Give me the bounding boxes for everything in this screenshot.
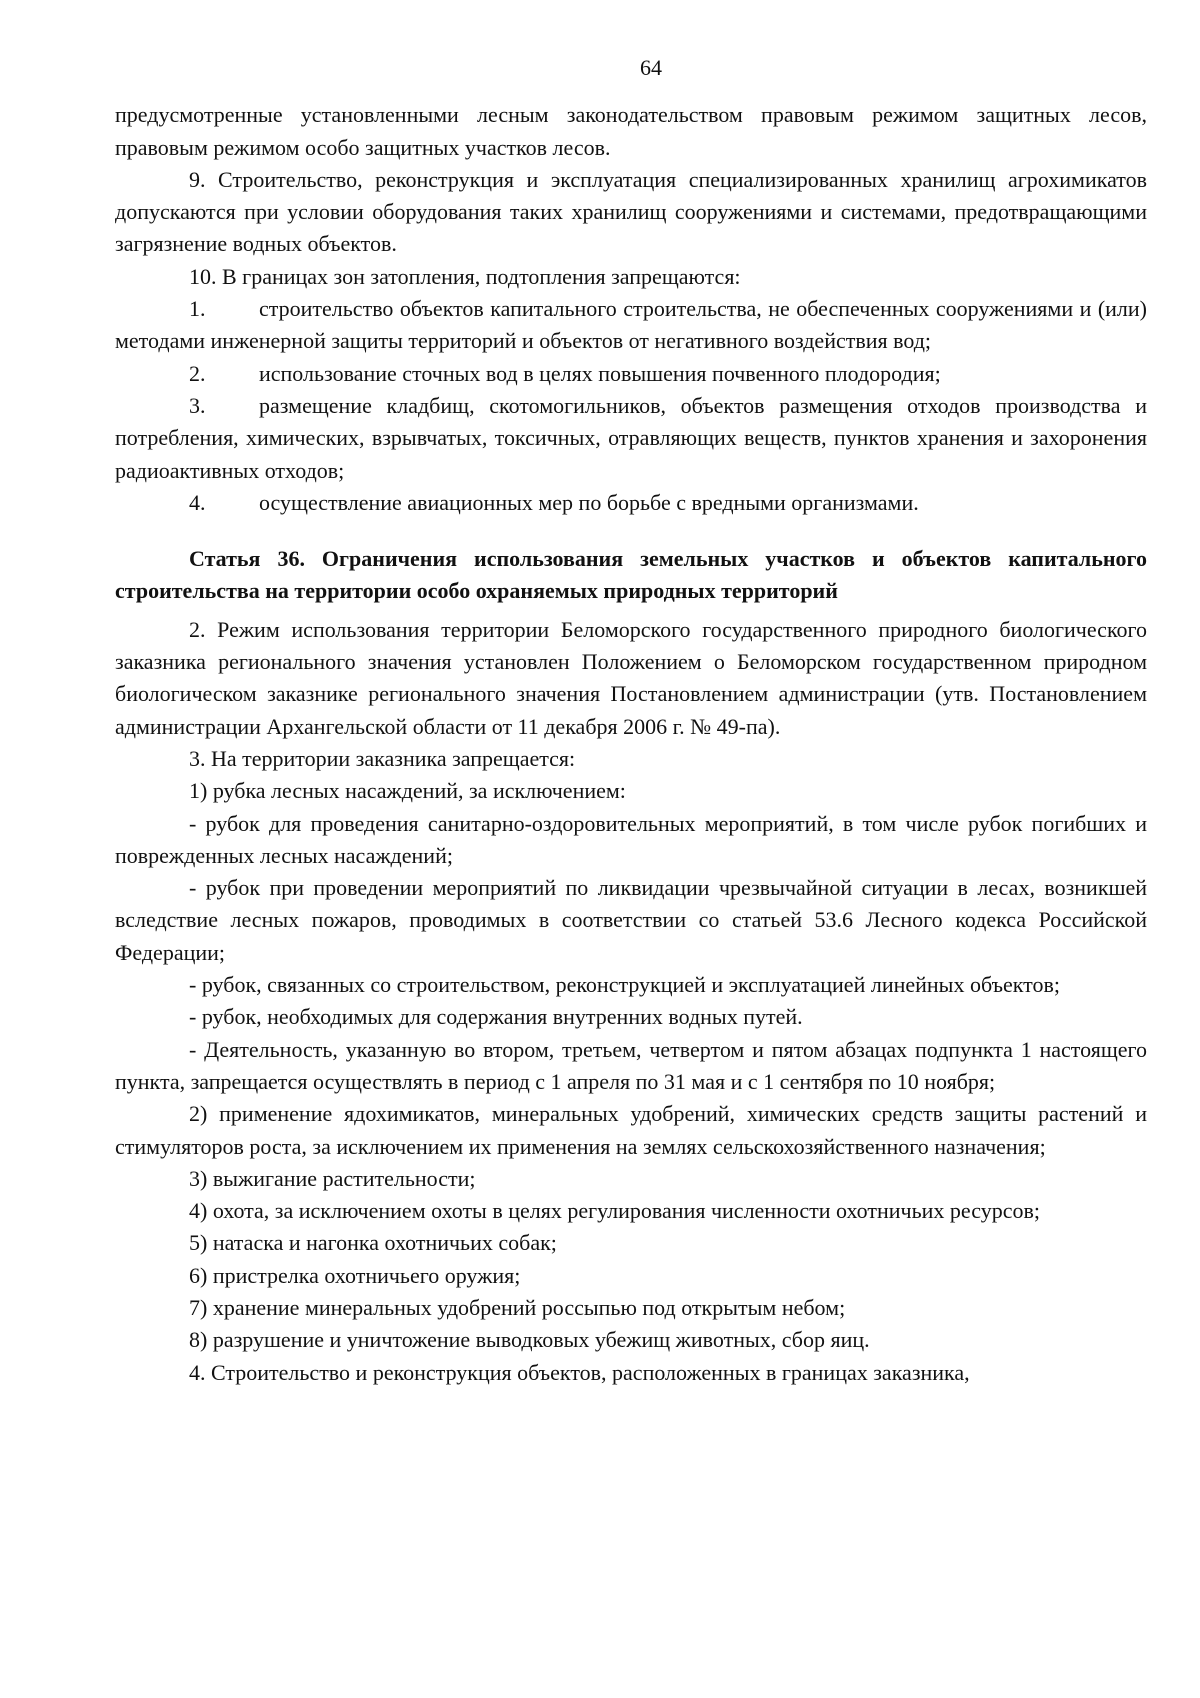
paragraph: 8) разрушение и уничтожение выводковых убежищ животных, сбор яиц. — [189, 1327, 870, 1353]
numbered-item — [115, 293, 1147, 358]
item-number: 1. — [189, 296, 206, 322]
list-item: - рубок, необходимых для содержания внутренних водных путей. — [189, 1004, 803, 1030]
item-text: осуществление авиационных мер по борьбе с вредными организмами. — [259, 489, 919, 515]
document-page — [115, 52, 1147, 1389]
paragraph: 1) рубка лесных насаждений, за исключением: — [189, 778, 626, 804]
paragraph: 4. Строительство и реконструкция объектов, расположенных в границах заказника, — [189, 1359, 970, 1385]
numbered-item — [115, 390, 1147, 487]
item-number: 3. — [189, 392, 206, 418]
item-text: строительство объектов капитального строительства, не обеспеченных сооружениями и (или) методами инженерной защиты территорий и объектов от негативного воздействия вод; — [115, 296, 1147, 354]
paragraph: предусмотренные установленными лесным законодательством правовым режимом защитных лесов, правовым режимом особо защитных участков лесов. — [115, 102, 1147, 160]
paragraph: 10. В границах зон затопления, подтопления запрещаются: — [189, 263, 741, 289]
article-heading: Статья 36. Ограничения использования земельных участков и объектов капитального строительства на территории особо охраняемых природных территорий — [115, 546, 1147, 604]
paragraph: 2. Режим использования территории Беломорского государственного природного биологического заказника регионального значения установлен Положением о Беломорском государственном природном биологическом заказнике регионального значения Постановлением администрации (утв. Постановлением администрации Архангельской области от 11 декабря 2006 г. № 49-па). — [115, 616, 1147, 739]
paragraph: 2) применение ядохимикатов, минеральных удобрений, химических средств защиты растений и стимуляторов роста, за исключением их применения на землях сельскохозяйственного назначения; — [115, 1101, 1147, 1159]
item-number: 2. — [189, 360, 206, 386]
item-number: 4. — [189, 489, 206, 515]
page-number: 64 — [640, 55, 662, 80]
paragraph: 6) пристрелка охотничьего оружия; — [189, 1262, 521, 1288]
list-item: - рубок для проведения санитарно-оздоровительных мероприятий, в том числе рубок погибших и поврежденных лесных насаждений; — [115, 810, 1147, 868]
numbered-item — [115, 358, 1147, 390]
item-text: размещение кладбищ, скотомогильников, объектов размещения отходов производства и потребления, химических, взрывчатых, токсичных, отравляющих веществ, пунктов хранения и захоронения радиоактивных отходов; — [115, 392, 1147, 483]
list-item: - рубок при проведении мероприятий по ликвидации чрезвычайной ситуации в лесах, возникшей вследствие лесных пожаров, проводимых в соответствии со статьей 53.6 Лесного кодекса Российской Федерации; — [115, 875, 1147, 965]
numbered-item — [115, 487, 1147, 519]
item-text: использование сточных вод в целях повышения почвенного плодородия; — [259, 360, 941, 386]
paragraph: 3) выжигание растительности; — [189, 1165, 476, 1191]
paragraph: 3. На территории заказника запрещается: — [189, 745, 576, 771]
paragraph: 5) натаска и нагонка охотничьих собак; — [189, 1230, 557, 1256]
paragraph: 7) хранение минеральных удобрений россыпью под открытым небом; — [189, 1294, 846, 1320]
paragraph: 4) охота, за исключением охоты в целях регулирования численности охотничьих ресурсов; — [189, 1198, 1040, 1224]
paragraph: 9. Строительство, реконструкция и эксплуатация специализированных хранилищ агрохимикатов допускаются при условии оборудования таких хранилищ сооружениями и системами, предотвращающими загрязнение водных объектов. — [115, 166, 1147, 257]
list-item: - рубок, связанных со строительством, реконструкцией и эксплуатацией линейных объектов; — [189, 972, 1060, 998]
list-item: - Деятельность, указанную во втором, третьем, четвертом и пятом абзацах подпункта 1 настоящего пункта, запрещается осуществлять в период с 1 апреля по 31 мая и с 1 сентября по 10 ноября; — [115, 1036, 1147, 1094]
